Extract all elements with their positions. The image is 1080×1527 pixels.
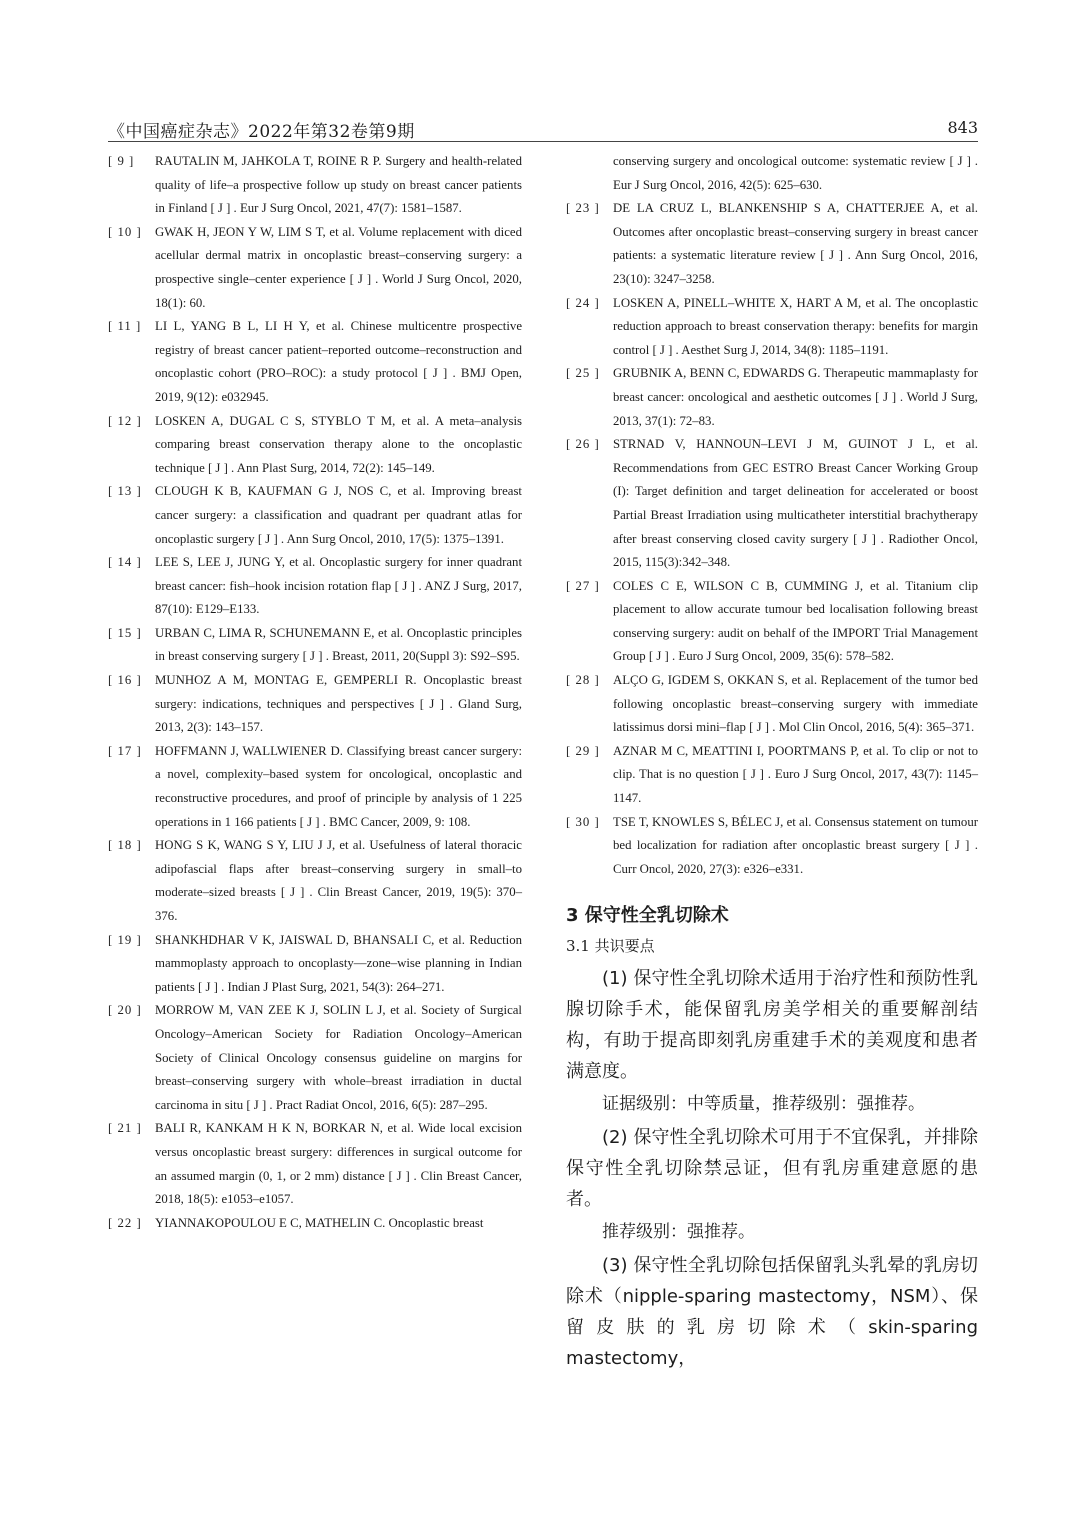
reference-number: [ 23 ] [566,201,600,216]
reference-number: [ 29 ] [566,743,600,758]
reference-text: MORROW M, VAN ZEE K J, SOLIN L J, et al. Society of Surgical Oncology–American Society for Radiation Oncology–American Society of Clinical Oncology consensus guideline on margins for breast–conserving surgery with whole–breast irradiation in ductal carcinoma in situ [ J ] . Pract Radiat Oncol, 2016, 6(5): 287–295. [155,1003,522,1112]
reference-item [108,221,522,315]
reference-item [108,410,522,481]
reference-continuation: conserving surgery and oncological outcome: systematic review [ J ] . Eur J Surg Oncol, 2016, 42(5): 625–630. [613,154,978,192]
reference-number: [ 28 ] [566,673,600,688]
body-paragraph: (1) 保守性全乳切除术适用于治疗性和预防性乳腺切除手术，能保留乳房美学相关的重要解剖结构，有助于提高即刻乳房重建手术的美观度和患者满意度。 [566,968,978,1083]
reference-item [566,362,978,433]
reference-number: [ 12 ] [108,413,142,428]
reference-text: CLOUGH K B, KAUFMAN G J, NOS C, et al. Improving breast cancer surgery: a classification and quadrant per quadrant atlas for oncoplastic surgery [ J ] . Ann Surg Oncol, 2010, 17(5): 1375–1391. [155,484,522,546]
page-header [108,115,978,142]
reference-text: HONG S K, WANG S Y, LIU J J, et al. Usefulness of lateral thoracic adipofascial flaps after breast–conserving surgery in small–to moderate–sized breasts [ J ] . Clin Breast Cancer, 2019, 19(5): 370–376. [155,838,522,923]
reference-number: [ 24 ] [566,295,600,310]
journal-title: 《中国癌症杂志》2022年第32卷第9期 [108,122,415,142]
reference-item [566,575,978,669]
left-column [108,150,522,1235]
reference-item [566,292,978,363]
reference-text: RAUTALIN M, JAHKOLA T, ROINE R P. Surgery and health-related quality of life–a prospective follow up study on breast cancer patients in Finland [ J ] . Eur J Surg Oncol, 2021, 47(7): 1581–1587. [155,154,522,216]
reference-text: COLES C E, WILSON C B, CUMMING J, et al. Titanium clip placement to allow accurate tumour bed localisation following breast conserving surgery: audit on behalf of the IMPORT Trial Management Group [ J ] . Euro J Surg Oncol, 2009, 35(6): 578–582. [613,578,978,664]
reference-item [108,150,522,221]
reference-number: [ 14 ] [108,555,142,570]
reference-item [108,929,522,1000]
reference-item [566,740,978,811]
reference-text: LOSKEN A, PINELL–WHITE X, HART A M, et al. The oncoplastic reduction approach to breast conservation therapy: benefits for margin control [ J ] . Aesthet Surg J, 2014, 34(8): 1185–1191. [613,295,978,357]
reference-number: [ 30 ] [566,814,600,829]
reference-item [108,315,522,409]
body-paragraph: (3) 保守性全乳切除包括保留乳头乳晕的乳房切除术（nipple-sparing mastectomy，NSM）、保留皮肤的乳房切除术（skin-sparing mastectomy， [566,1255,978,1370]
reference-number: [ 26 ] [566,437,600,452]
reference-item [108,999,522,1117]
body-paragraph: (2) 保守性全乳切除术可用于不宜保乳，并排除保守性全乳切除禁忌证，但有乳房重建意愿的患者。 [566,1127,978,1211]
reference-text: DE LA CRUZ L, BLANKENSHIP S A, CHATTERJEE A, et al. Outcomes after oncoplastic breast–conserving surgery in breast cancer patients: a systematic literature review [ J ] . Ann Surg Oncol, 2016, 23(10): 3247–3258. [613,201,978,286]
reference-text: LEE S, LEE J, JUNG Y, et al. Oncoplastic surgery for inner quadrant breast cancer: fish–hook incision rotation flap [ J ] . ANZ J Surg, 2017, 87(10): E129–E133. [155,555,522,617]
reference-text: YIANNAKOPOULOU E C, MATHELIN C. Oncoplastic breast [155,1215,484,1230]
reference-text: ALÇO G, IGDEM S, OKKAN S, et al. Replacement of the tumor bed following oncoplastic breast–conserving surgery with immediate latissimus dorsi mini–flap [ J ] . Mol Clin Oncol, 2016, 5(4): 365–371. [613,673,978,735]
reference-text: LOSKEN A, DUGAL C S, STYBLO T M, et al. A meta–analysis comparing breast conservation therapy alone to the oncoplastic technique [ J ] . Ann Plast Surg, 2014, 72(2): 145–149. [155,413,522,475]
reference-number: [ 16 ] [108,673,142,688]
reference-text: STRNAD V, HANNOUN–LEVI J M, GUINOT J L, et al. Recommendations from GEC ESTRO Breast Cancer Working Group (I): Target definition and target delineation for accelerated or boost Partial Breast Irradiation using multicatheter interstitial brachytherapy after breast conserving closed cavity surgery [ J ] . Radiother Oncol, 2015, 115(3):342–348. [613,437,978,570]
reference-text: AZNAR M C, MEATTINI I, POORTMANS P, et al. To clip or not to clip. That is no question [ J ] . Euro J Surg Oncol, 2017, 43(7): 1145–1147. [613,743,978,806]
reference-text: URBAN C, LIMA R, SCHUNEMANN E, et al. Oncoplastic principles in breast conserving surgery [ J ] . Breast, 2011, 20(Suppl 3): S92–S95. [155,625,522,664]
reference-item [108,622,522,669]
reference-text: HOFFMANN J, WALLWIENER D. Classifying breast cancer surgery: a novel, complexity–based system for oncological, oncoplastic and reconstructive procedures, and proof of principle by analysis of 1 225 operations in 1 166 patients [ J ] . BMC Cancer, 2009, 9: 108. [155,743,522,829]
reference-item [108,834,522,928]
reference-item [108,1117,522,1211]
page-number: 843 [947,118,978,137]
recommendation-level: 推荐级别：强推荐。 [602,1222,755,1243]
evidence-level: 证据级别：中等质量，推荐级别：强推荐。 [602,1094,925,1115]
reference-text: BALI R, KANKAM H K N, BORKAR N, et al. Wide local excision versus oncoplastic breast surgery: differences in surgical outcome for an assumed margin (0, 1, or 2 mm) distance [ J ] . Clin Breast Cancer, 2018, 18(5): e1053–e1057. [155,1121,522,1207]
reference-item [108,551,522,622]
reference-text: GWAK H, JEON Y W, LIM S T, et al. Volume replacement with diced acellular dermal matrix in oncoplastic breast–conserving surgery: a prospective single–center experience [ J ] . World J Surg Oncol, 2020, 18(1): 60. [155,224,522,310]
reference-number: [ 25 ] [566,366,600,381]
reference-item [566,811,978,882]
reference-number: [ 18 ] [108,838,142,853]
reference-number: [ 10 ] [108,224,142,239]
reference-number: [ 19 ] [108,932,142,947]
reference-item [566,197,978,291]
reference-item [566,433,978,575]
section-title: 3 保守性全乳切除术 [566,905,729,927]
reference-text: MUNHOZ A M, MONTAG E, GEMPERLI R. Oncoplastic breast surgery: indications, techniques and perspectives [ J ] . Gland Surg, 2013, 2(3): 143–157. [155,673,522,735]
reference-item [108,1212,522,1236]
reference-item [108,480,522,551]
reference-number: [ 20 ] [108,1003,142,1018]
reference-text: LI L, YANG B L, LI H Y, et al. Chinese multicentre prospective registry of breast cancer patient–reported outcome–reconstruction and oncoplastic cohort (PRO–ROC): a study protocol [ J ] . BMJ Open, 2019, 9(12): e032945. [155,319,522,404]
reference-number: [ 17 ] [108,743,142,758]
subsection-title: 3.1 共识要点 [566,937,655,956]
reference-text: SHANKHDHAR V K, JAISWAL D, BHANSALI C, et al. Reduction mammoplasty approach to oncoplasty––zone–wise planning in Indian patients [ J ] . Indian J Plast Surg, 2021, 54(3): 264–271. [155,932,522,994]
reference-item [566,669,978,740]
reference-number: [ 15 ] [108,625,142,640]
reference-item [108,740,522,834]
reference-number: [ 11 ] [108,319,142,334]
reference-number: [ 22 ] [108,1215,142,1230]
reference-number: [ 9 ] [108,154,135,168]
reference-item [108,669,522,740]
reference-text: GRUBNIK A, BENN C, EDWARDS G. Therapeutic mammaplasty for breast cancer: oncological and aesthetic outcomes [ J ] . World J Surg, 2013, 37(1): 72–83. [613,366,978,428]
right-column [566,150,978,1374]
reference-number: [ 21 ] [108,1121,142,1136]
reference-text: TSE T, KNOWLES S, BÉLEC J, et al. Consensus statement on tumour bed localization for radiation after oncoplastic breast surgery [ J ] . Curr Oncol, 2020, 27(3): e326–e331. [613,814,978,876]
reference-number: [ 13 ] [108,484,142,499]
reference-number: [ 27 ] [566,578,600,593]
